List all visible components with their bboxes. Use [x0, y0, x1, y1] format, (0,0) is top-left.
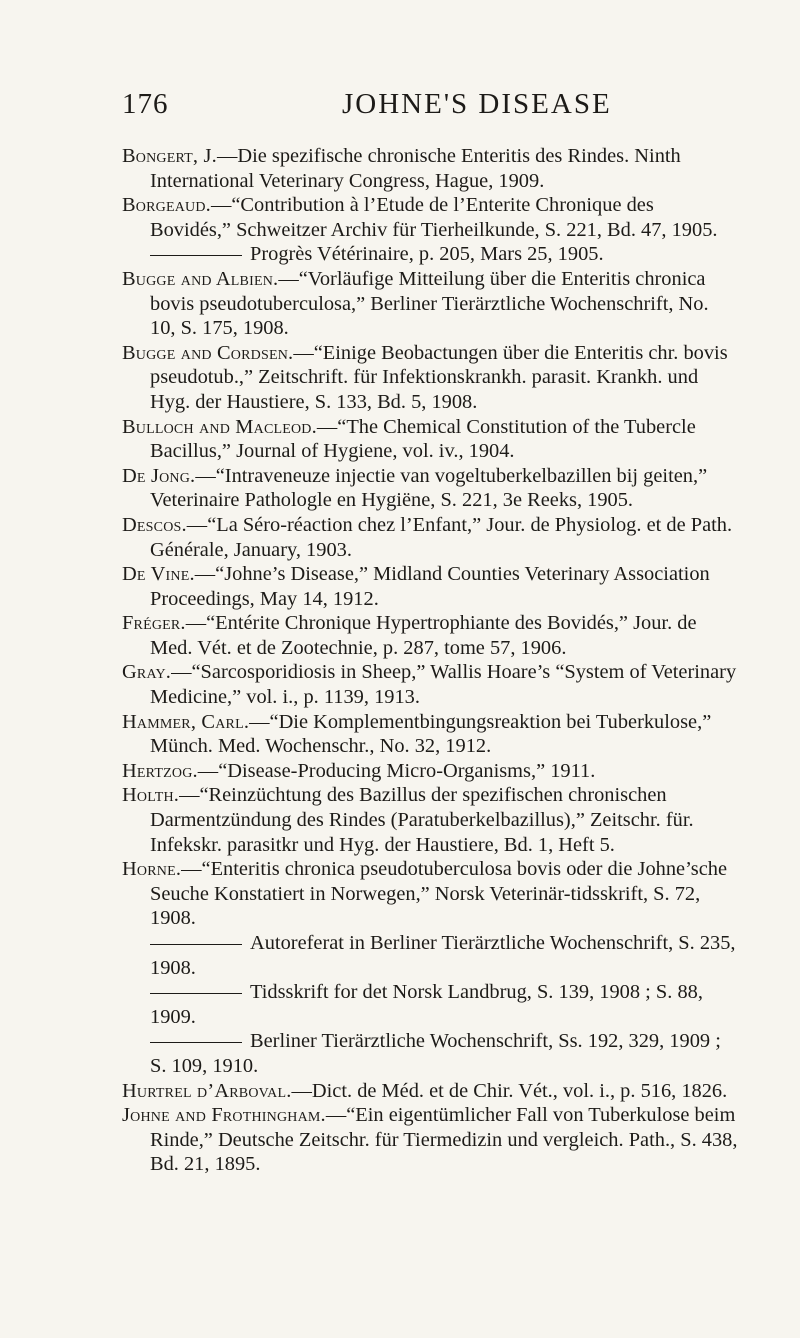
reference-entry	[122, 1079, 738, 1104]
ditto-dash	[150, 993, 242, 994]
reference-author: Hertzog.	[122, 759, 198, 782]
reference-author: De Jong.	[122, 464, 196, 487]
reference-entry	[122, 783, 738, 857]
reference-author: Bugge and Albien.	[122, 267, 279, 290]
reference-author: Bugge and Cordsen.	[122, 341, 294, 364]
reference-entry	[122, 759, 738, 784]
reference-author: Holth.	[122, 784, 180, 807]
ditto-dash	[150, 1042, 242, 1043]
reference-author: Bongert, J.	[122, 145, 217, 167]
page-header	[0, 88, 800, 128]
reference-text: —“Intraveneuze injectie van vogeltuberkelbazillen bij geiten,” Veterinaire Pathologle en Hygiëne, S. 221, 3e Reeks, 1905.	[150, 464, 708, 512]
running-head: JOHNE'S DISEASE	[342, 88, 612, 120]
reference-text: —“The Chemical Constitution of the Tubercle Bacillus,” Journal of Hygiene, vol. iv., 1904.	[150, 415, 696, 463]
reference-text: —“Enteritis chronica pseudotuberculosa bovis oder die Johne’sche Seuche Konstatiert in Norwegen,” Norsk Veterinär-tidsskrift, S. 72, 1908.	[150, 858, 727, 930]
reference-text: —“Sarcosporidiosis in Sheep,” Wallis Hoare’s “System of Veterinary Medicine,” vol. i., p. 1139, 1913.	[150, 661, 737, 709]
reference-text: —“Reinzüchtung des Bazillus der spezifischen chronischen Darmentzündung des Rindes (Paratuberkelbazillus),” Zeitschr. für. Infekskr. parasitkr und Hyg. der Haustiere, Bd. 1, Heft 5.	[150, 784, 694, 856]
reference-text: —“Contribution à l’Etude de l’Enterite Chronique des Bovidés,” Schweitzer Archiv für Tierheilkunde, S. 221, Bd. 47, 1905.	[150, 194, 718, 241]
ditto-dash	[150, 944, 242, 945]
reference-entry	[122, 464, 738, 513]
reference-text: Berliner Tierärztliche Wochenschrift, Ss. 192, 329, 1909 ; S. 109, 1910.	[150, 1030, 721, 1077]
reference-text: —Die spezifische chronische Enteritis des Rindes. Ninth International Veterinary Congress, Hague, 1909.	[150, 145, 681, 192]
reference-text: —“Johne’s Disease,” Midland Counties Veterinary Association Proceedings, May 14, 1912.	[150, 563, 710, 610]
reference-author: Fréger.	[122, 612, 186, 635]
reference-text: —“Entérite Chronique Hypertrophiante des Bovidés,” Jour. de Med. Vét. et de Zootechnie, p. 287, tome 57, 1906.	[150, 612, 697, 659]
reference-author: De Vine.	[122, 563, 195, 586]
ditto-dash	[150, 255, 242, 256]
reference-entry	[122, 611, 738, 660]
reference-author: Bulloch and Macleod.	[122, 415, 317, 438]
reference-text: —“Vorläufige Mitteilung über die Enteritis chronica bovis pseudotuberculosa,” Berliner Tierärztliche Wochenschrift, No. 10, S. 175, 1908.	[150, 267, 709, 340]
reference-entry	[122, 267, 738, 341]
reference-entry-continued	[122, 1029, 738, 1078]
reference-entry	[122, 415, 738, 464]
reference-entry	[122, 144, 738, 193]
reference-entry	[122, 513, 738, 562]
reference-entry	[122, 193, 738, 242]
reference-text: Autoreferat in Berliner Tierärztliche Wochenschrift, S. 235, 1908.	[150, 932, 736, 979]
reference-entry	[122, 710, 738, 759]
reference-text: —“La Séro-réaction chez l’Enfant,” Jour. de Physiolog. et de Path. Générale, January, 1903.	[150, 513, 733, 561]
reference-author: Horne.	[122, 858, 182, 881]
reference-entry-continued	[122, 980, 738, 1029]
reference-list	[122, 144, 738, 1177]
reference-entry-continued	[122, 931, 738, 980]
reference-author: Hammer, Carl.	[122, 710, 250, 733]
reference-entry	[122, 660, 738, 709]
page-number: 176	[122, 88, 169, 120]
reference-text: —“Einige Beobactungen über die Enteritis chr. bovis pseudotub.,” Zeitschrift. für Infektionskrankh. parasit. Krankh. und Hyg. der Haustiere, S. 133, Bd. 5, 1908.	[150, 341, 728, 413]
reference-text: —“Ein eigentümlicher Fall von Tuberkulose beim Rinde,” Deutsche Zeitschr. für Tiermedizin und vergleich. Path., S. 438, Bd. 21, 1895.	[150, 1104, 738, 1176]
reference-text: —“Disease-Producing Micro-Organisms,” 1911.	[197, 759, 596, 782]
reference-author: Gray.	[122, 661, 172, 684]
reference-text: —“Die Komplementbingungsreaktion bei Tuberkulose,” Münch. Med. Wochenschr., No. 32, 1912.	[150, 710, 712, 758]
reference-author: Descos.	[122, 513, 187, 536]
reference-author: Johne and Frothingham.	[122, 1104, 326, 1127]
reference-entry	[122, 562, 738, 611]
reference-entry	[122, 341, 738, 415]
reference-author: Hurtrel d’Arboval.	[122, 1079, 292, 1102]
reference-entry-continued	[122, 242, 738, 267]
reference-entry	[122, 857, 738, 931]
reference-author: Borgeaud.	[122, 194, 211, 217]
reference-entry	[122, 1103, 738, 1177]
reference-text: —Dict. de Méd. et de Chir. Vét., vol. i., p. 516, 1826.	[291, 1079, 728, 1102]
reference-text: Tidsskrift for det Norsk Landbrug, S. 139, 1908 ; S. 88, 1909.	[150, 981, 703, 1028]
reference-text: Progrès Vétérinaire, p. 205, Mars 25, 1905.	[250, 243, 604, 266]
